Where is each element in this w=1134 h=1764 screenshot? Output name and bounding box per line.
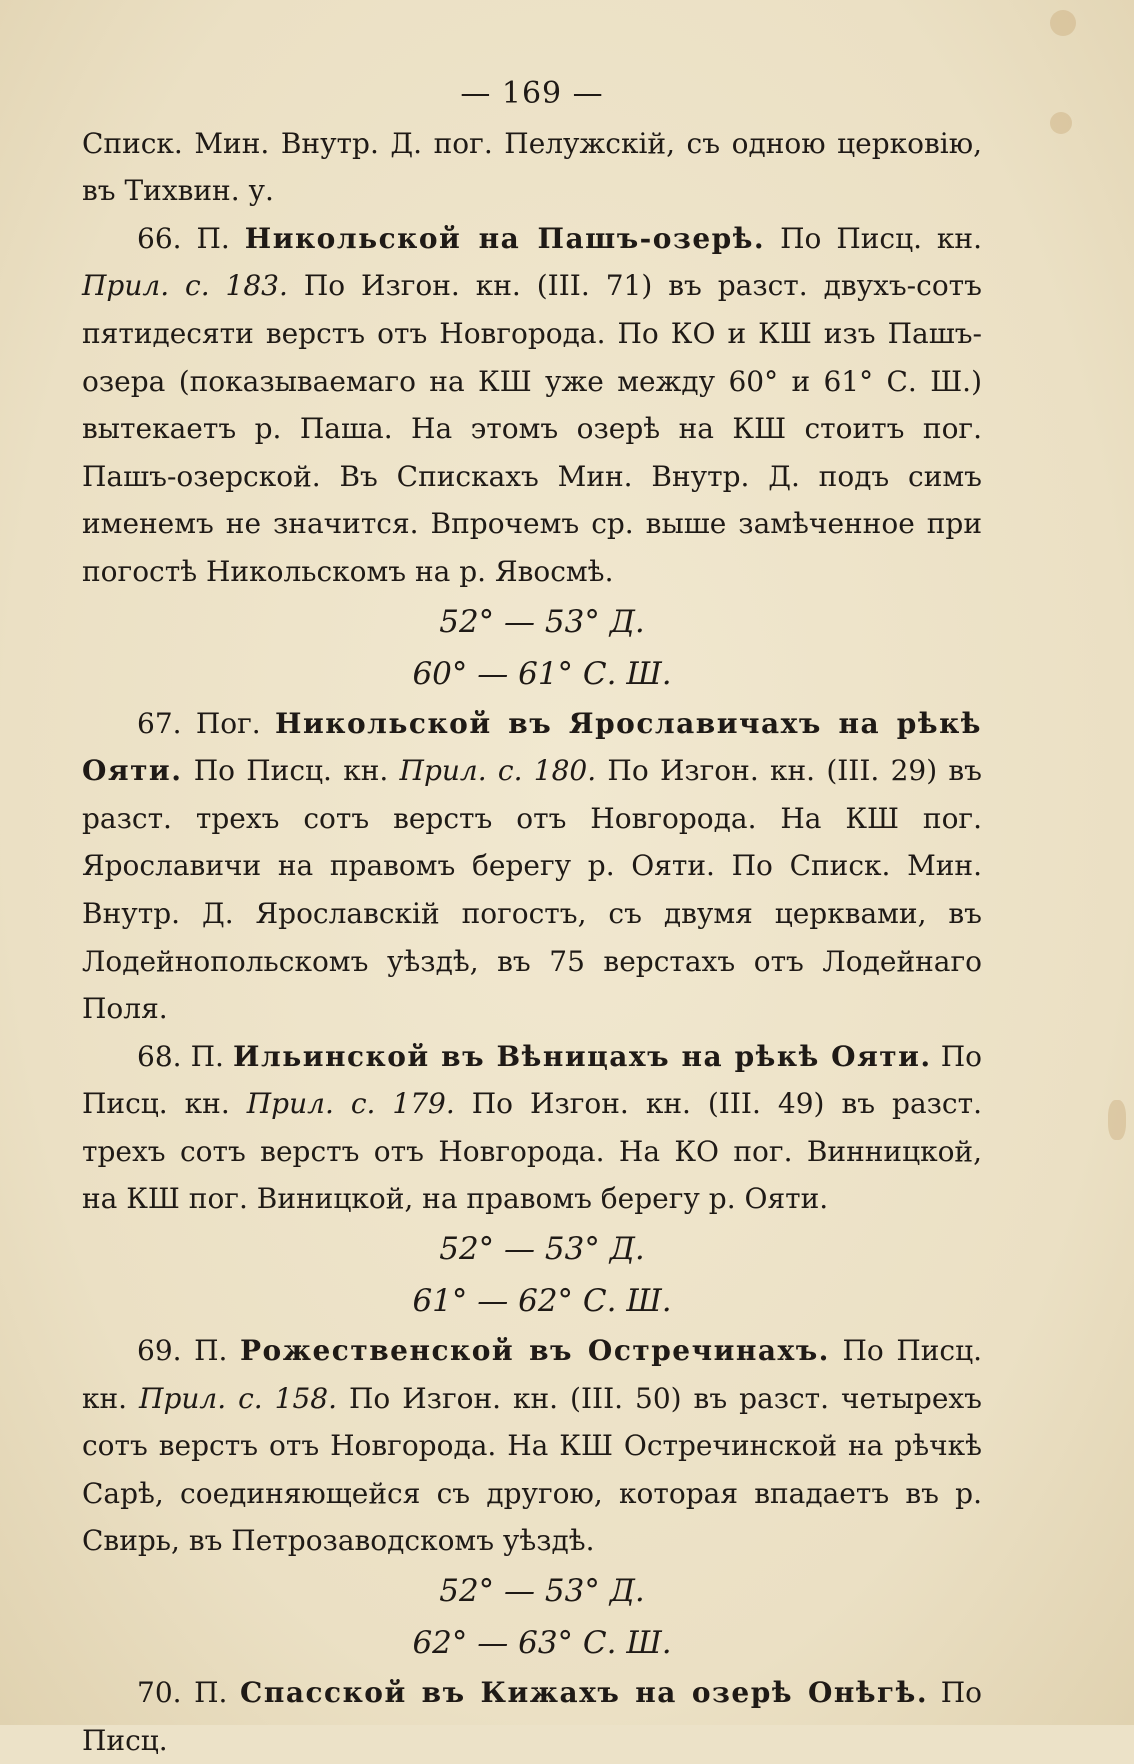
intro-paragraph: Списк. Мин. Внутр. Д. пог. Пелужскій, съ одною церковію, въ Тихвин. у. xyxy=(82,126,982,208)
coordinate-longitude: 52° — 53° Д. xyxy=(439,1231,645,1268)
entry-prefix: П. xyxy=(194,1676,228,1710)
entry-number: 69. xyxy=(137,1334,182,1368)
entry-number: 68. xyxy=(137,1039,182,1073)
entry-title: Никольской въ Ярославичахъ на рѣкѣ Ояти. xyxy=(82,706,982,788)
coordinate-latitude: 61° — 62° С. Ш. xyxy=(412,1283,672,1320)
entry-text: По Писц. xyxy=(82,1676,982,1757)
coordinate-longitude: 52° — 53° Д. xyxy=(439,603,645,640)
entry-text: По Писц. кн. xyxy=(765,221,982,255)
stain-spot xyxy=(1108,1100,1126,1140)
entry-number: 67. xyxy=(137,706,182,740)
entry-69 xyxy=(82,1327,982,1565)
entry-reference: Прил. с. 179. xyxy=(246,1087,455,1121)
entry-text: По Писц. кн. xyxy=(82,1039,982,1121)
entry-number: 70. xyxy=(137,1676,182,1710)
entry-text: По Писц. кн. xyxy=(82,1334,982,1415)
entry-70 xyxy=(82,1669,982,1764)
stain-spot xyxy=(1050,112,1072,134)
entry-title: Рожественской въ Остречинахъ. xyxy=(239,1334,830,1368)
entry-reference: Прил. с. 183. xyxy=(82,269,288,303)
stain-spot xyxy=(1050,10,1076,36)
entry-text: По Изгон. кн. (III. 50) въ разст. четырехъ сотъ верстъ отъ Новгорода. На КШ Остречинской на рѣчкѣ Сарѣ, соединяющейся съ другою, которая впадаетъ въ р. Свирь, въ Петрозаводскомъ уѣздѣ. xyxy=(82,1381,982,1558)
page-text xyxy=(82,70,982,1764)
entry-67 xyxy=(82,700,982,1033)
coordinate-latitude: 62° — 63° С. Ш. xyxy=(412,1625,672,1662)
entry-text: По Писц. кн. xyxy=(182,754,400,788)
entry-reference: Прил. с. 158. xyxy=(139,1381,338,1415)
entry-prefix: Пог. xyxy=(195,706,261,740)
entry-text: По Изгон. кн. (III. 49) въ разст. трехъ сотъ верстъ отъ Новгорода. На КО пог. Винницкой, на КШ пог. Виницкой, на правомъ берегу р. Ояти. xyxy=(82,1087,982,1216)
entry-prefix: П. xyxy=(190,1039,224,1073)
entry-68 xyxy=(82,1033,982,1223)
entry-title: Никольской на Пашъ-озерѣ. xyxy=(244,221,766,255)
entry-text: По Изгон. кн. (III. 71) въ разст. двухъ-сотъ пятидесяти верстъ отъ Новгорода. По КО и КШ изъ Пашъ-озера (показываемаго на КШ уже между 60° и 61° С. Ш.) вытекаетъ р. Паша. На этомъ озерѣ на КШ стоитъ пог. Пашъ-озерской. Въ Спискахъ Мин. Внутр. Д. подъ симъ именемъ не значится. Впрочемъ ср. выше замѣченное при погостѣ Никольскомъ на р. Явосмѣ. xyxy=(82,269,982,588)
coordinate-longitude: 52° — 53° Д. xyxy=(439,1573,645,1610)
entry-reference: Прил. с. 180. xyxy=(399,754,597,788)
entry-title: Ильинской въ Вѣницахъ на рѣкѣ Ояти. xyxy=(233,1039,932,1073)
entry-prefix: П. xyxy=(196,221,230,255)
coordinate-latitude: 60° — 61° С. Ш. xyxy=(412,655,672,692)
entry-title: Спасской въ Кижахъ на озерѣ Онѣгѣ. xyxy=(240,1676,929,1710)
page-number: — 169 — xyxy=(460,76,604,111)
entry-66 xyxy=(82,215,982,596)
entry-number: 66. xyxy=(137,221,182,255)
entry-text: По Изгон. кн. (III. 29) въ разст. трехъ сотъ верстъ отъ Новгорода. На КШ пог. Ярославичи на правомъ берегу р. Ояти. По Списк. Мин. Внутр. Д. Ярославскій погостъ, съ двумя церквами, въ Лодейнопольскомъ уѣздѣ, въ 75 верстахъ отъ Лодейнаго Поля. xyxy=(82,754,983,1026)
entry-prefix: П. xyxy=(194,1334,228,1368)
